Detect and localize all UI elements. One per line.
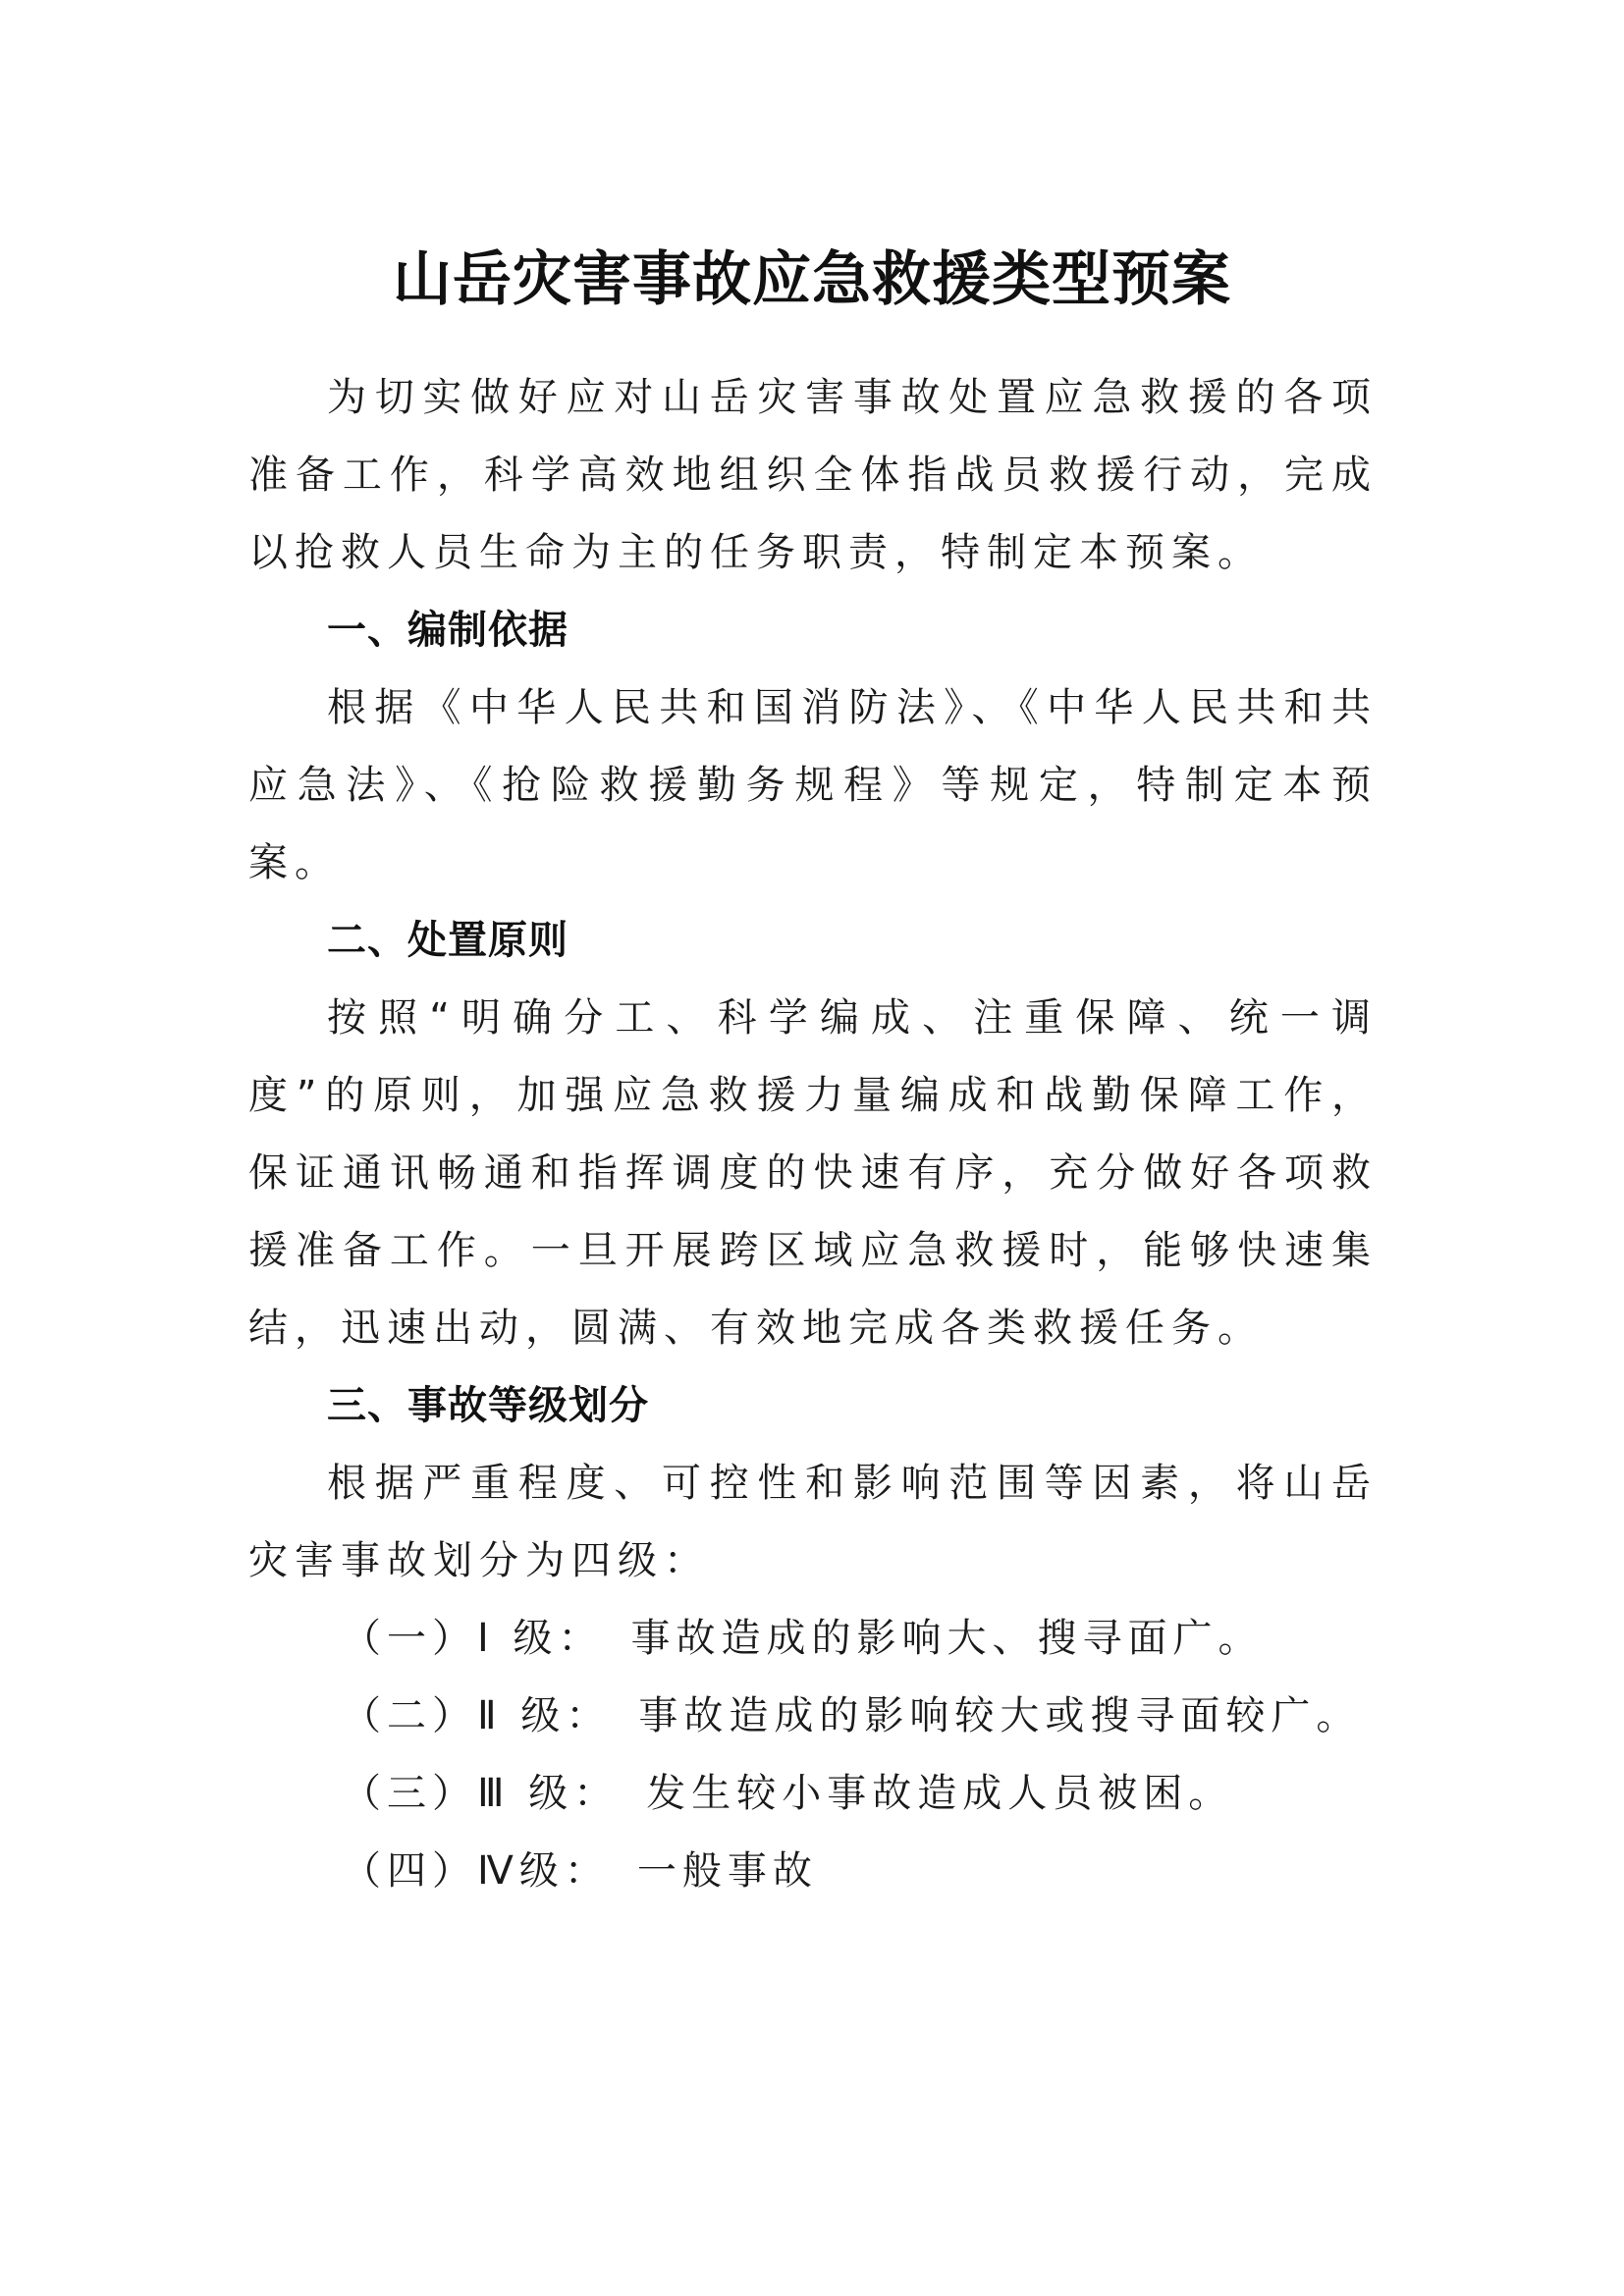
level-item-3 (248, 1755, 1378, 1833)
level-description: 一般事故 (636, 1848, 818, 1894)
document-body (248, 359, 1378, 1910)
level-description: 事故造成的影响大、搜寻面广。 (630, 1616, 1264, 1661)
section-heading-basis: 一、编制依据 (327, 608, 568, 653)
level-label: （二）Ⅱ 级： (342, 1693, 612, 1738)
level-description: 事故造成的影响较大或搜寻面较广。 (638, 1693, 1362, 1738)
section-heading-levels: 三、事故等级划分 (327, 1383, 649, 1428)
document-title: 山岳灾害事故应急救援类型预案 (393, 245, 1231, 315)
section-text-basis: 根据《中华人民共和国消防法》、《中华人民共和共应急法》、《抢险救援勤务规程》等规定，特制定本预案。 (248, 685, 1378, 885)
level-item-4 (248, 1833, 1378, 1910)
level-item-1 (248, 1600, 1378, 1678)
level-label: （四）Ⅳ级： (342, 1848, 610, 1894)
section-text-principles: 按照“明确分工、科学编成、注重保障、统一调度”的原则，加强应急救援力量编成和战勤保障工作，保证通讯畅通和指挥调度的快速有序，充分做好各项救援准备工作。一旦开展跨区域应急救援时，能够快速集结，迅速出动，圆满、有效地完成各类救援任务。 (248, 995, 1378, 1351)
section-text-levels: 根据严重程度、可控性和影响范围等因素，将山岳灾害事故划分为四级： (248, 1461, 1378, 1583)
section-heading-principles: 二、处置原则 (327, 918, 568, 963)
level-description: 发生较小事故造成人员被困。 (646, 1771, 1234, 1816)
level-label: （三）Ⅲ 级： (342, 1771, 620, 1816)
level-label: （一）Ⅰ 级： (342, 1616, 604, 1661)
level-item-2 (248, 1678, 1378, 1755)
intro-paragraph: 为切实做好应对山岳灾害事故处置应急救援的各项准备工作，科学高效地组织全体指战员救援行动，完成以抢救人员生命为主的任务职责，特制定本预案。 (248, 375, 1378, 575)
